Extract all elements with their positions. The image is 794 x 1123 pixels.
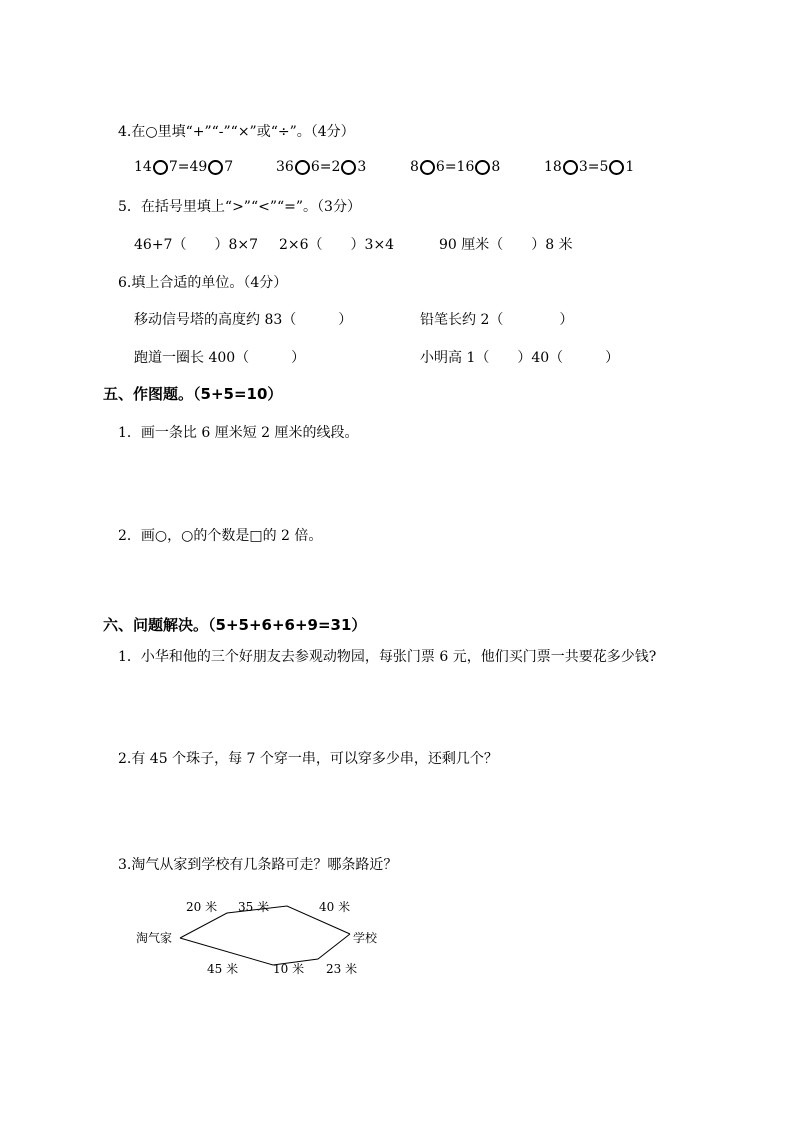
q6-item-3: 跑道一圈长 400（ ）: [134, 350, 306, 366]
q6-title: 6.填上合适的单位。（4分）: [118, 275, 288, 291]
q6-item-1: 移动信号塔的高度约 83（ ）: [134, 312, 353, 328]
distance-label: 35 米: [238, 900, 270, 914]
q6-item-2: 铅笔长约 2（ ）: [420, 312, 574, 328]
sec6-q1: 1．小华和他的三个好朋友去参观动物园，每张门票 6 元，他们买门票一共要花多少钱?: [118, 649, 657, 665]
sec5-q2: 2．画○，○的个数是□的 2 倍。: [118, 528, 323, 544]
q4-item-2: 36 6=2 3: [276, 159, 367, 175]
q4-item-3: 8 6=16 8: [410, 159, 501, 175]
q5-title: 5．在括号里填上“>”“<”“=”。（3分）: [118, 199, 361, 215]
distance-label: 40 米: [319, 900, 351, 914]
home-label: 淘气家: [136, 931, 173, 945]
sec5-q1: 1．画一条比 6 厘米短 2 厘米的线段。: [118, 425, 359, 441]
distance-label: 45 米: [207, 962, 239, 976]
distance-label: 10 米: [273, 962, 305, 976]
q5-item-2: 2×6（ ）3×4: [279, 237, 395, 253]
q5-item-1: 46+7（ ）8×7: [134, 237, 258, 253]
q5-item-3: 90 厘米（ ）8 米: [439, 237, 573, 253]
school-label: 学校: [353, 931, 378, 945]
route-bottom: [180, 934, 350, 965]
section-5-title: 五、作图题。（5+5=10）: [103, 385, 283, 403]
sec6-q3: 3.淘气从家到学校有几条路可走？哪条路近？: [118, 857, 398, 873]
q4-title: 4.在○里填“+”“-”“×”或“÷”。（4分）: [118, 124, 355, 140]
q6-item-4: 小明高 1（ ）40（ ）: [420, 350, 620, 366]
q4-item-1: 14 7=49 7: [134, 159, 234, 175]
sec6-q2: 2.有 45 个珠子，每 7 个穿一串，可以穿多少串，还剩几个？: [118, 751, 498, 767]
distance-label: 23 米: [326, 962, 358, 976]
q4-item-4: 18 3=5 1: [544, 159, 635, 175]
distance-label: 20 米: [186, 900, 218, 914]
section-6-title: 六、问题解决。（5+5+6+6+9=31）: [103, 616, 367, 634]
